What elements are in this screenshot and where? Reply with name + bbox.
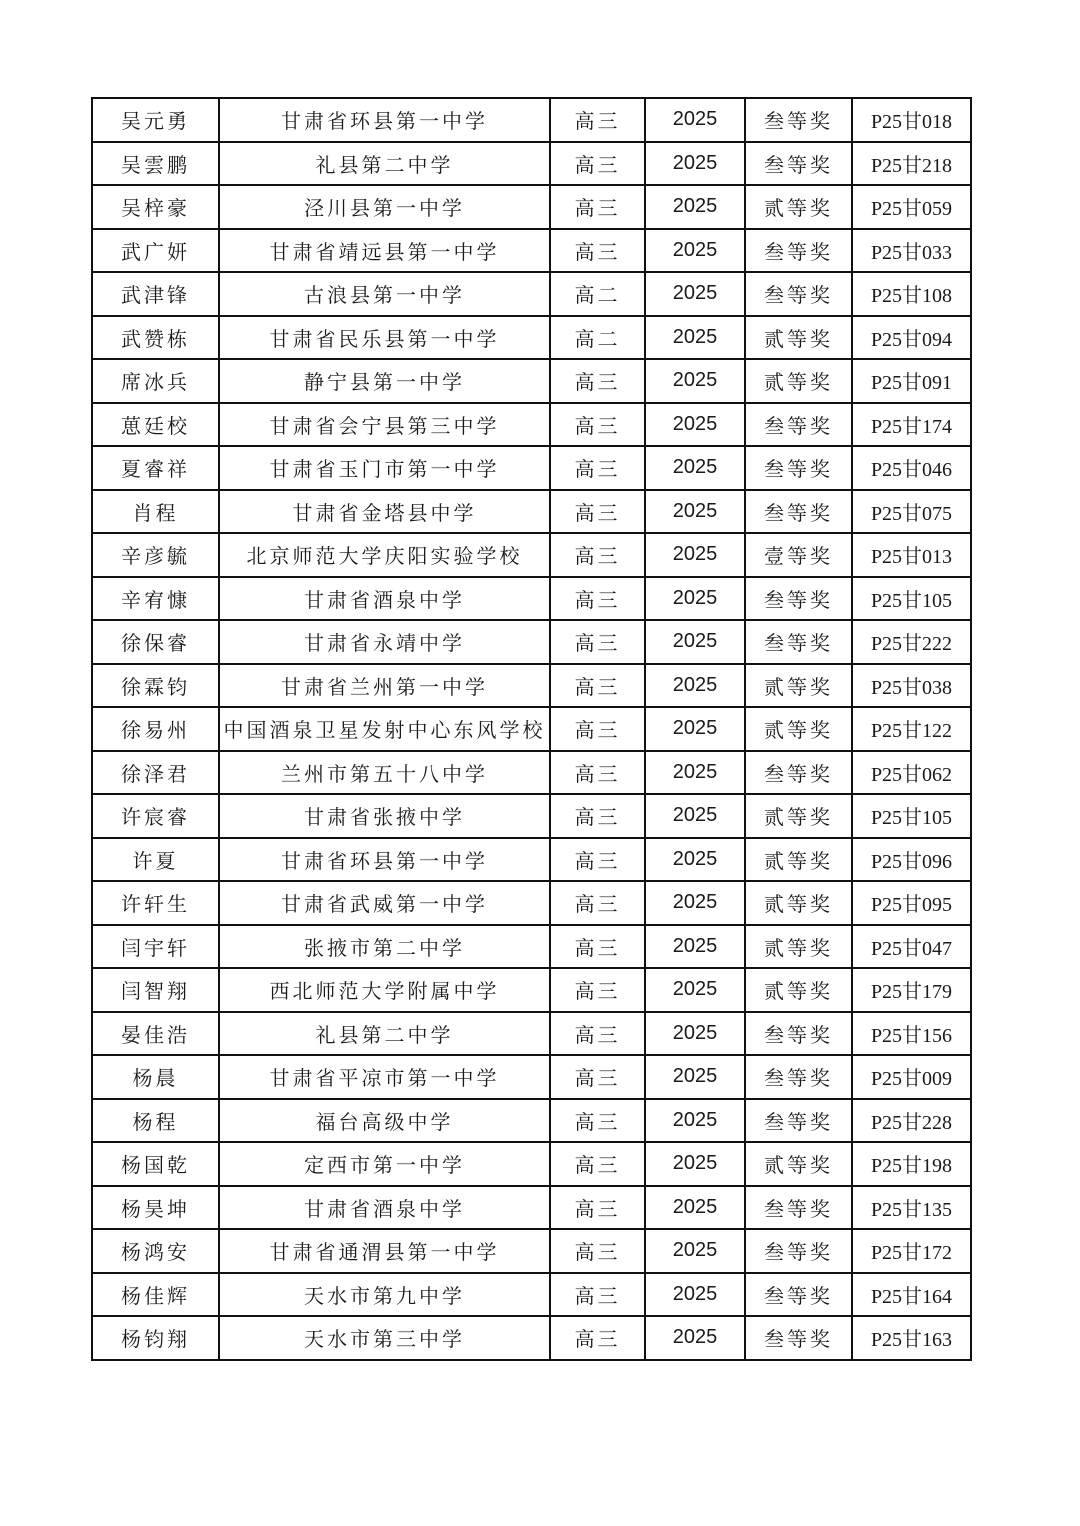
student-name-cell: 葸廷校 <box>92 403 219 447</box>
award-level-cell: 叁等奖 <box>745 751 852 795</box>
year-cell: 2025 <box>645 1142 745 1186</box>
school-cell: 甘肃省会宁县第三中学 <box>219 403 550 447</box>
student-name-cell: 武赞栋 <box>92 316 219 360</box>
student-name-cell: 杨鸿安 <box>92 1229 219 1273</box>
table-row <box>92 620 971 664</box>
student-name-cell: 辛宥慷 <box>92 577 219 621</box>
table-row <box>92 316 971 360</box>
award-level-cell: 贰等奖 <box>745 707 852 751</box>
award-level-cell: 贰等奖 <box>745 316 852 360</box>
table-row <box>92 403 971 447</box>
student-name-cell: 杨晨 <box>92 1055 219 1099</box>
student-name-cell: 许宸睿 <box>92 794 219 838</box>
award-level-cell: 贰等奖 <box>745 881 852 925</box>
award-level-cell: 叁等奖 <box>745 403 852 447</box>
grade-cell: 高三 <box>550 707 645 751</box>
school-cell: 甘肃省永靖中学 <box>219 620 550 664</box>
award-level-cell: 叁等奖 <box>745 1012 852 1056</box>
grade-cell: 高二 <box>550 316 645 360</box>
grade-cell: 高三 <box>550 838 645 882</box>
year-cell: 2025 <box>645 664 745 708</box>
school-cell: 甘肃省武威第一中学 <box>219 881 550 925</box>
year-cell: 2025 <box>645 968 745 1012</box>
student-name-cell: 吴元勇 <box>92 98 219 142</box>
certificate-code-cell: P25甘135 <box>852 1186 971 1230</box>
student-name-cell: 徐霖钧 <box>92 664 219 708</box>
school-cell: 甘肃省兰州第一中学 <box>219 664 550 708</box>
student-name-cell: 武津锋 <box>92 272 219 316</box>
school-cell: 静宁县第一中学 <box>219 359 550 403</box>
year-cell: 2025 <box>645 490 745 534</box>
table-row <box>92 1229 971 1273</box>
year-cell: 2025 <box>645 1316 745 1360</box>
school-cell: 天水市第三中学 <box>219 1316 550 1360</box>
year-cell: 2025 <box>645 316 745 360</box>
grade-cell: 高三 <box>550 490 645 534</box>
award-level-cell: 叁等奖 <box>745 229 852 273</box>
student-name-cell: 辛彦毓 <box>92 533 219 577</box>
grade-cell: 高三 <box>550 1273 645 1317</box>
grade-cell: 高三 <box>550 1055 645 1099</box>
certificate-code-cell: P25甘164 <box>852 1273 971 1317</box>
year-cell: 2025 <box>645 403 745 447</box>
grade-cell: 高三 <box>550 968 645 1012</box>
table-row <box>92 881 971 925</box>
school-cell: 甘肃省金塔县中学 <box>219 490 550 534</box>
award-level-cell: 贰等奖 <box>745 185 852 229</box>
award-level-cell: 叁等奖 <box>745 577 852 621</box>
table-row <box>92 359 971 403</box>
school-cell: 甘肃省民乐县第一中学 <box>219 316 550 360</box>
school-cell: 甘肃省张掖中学 <box>219 794 550 838</box>
award-level-cell: 叁等奖 <box>745 272 852 316</box>
grade-cell: 高三 <box>550 925 645 969</box>
table-row <box>92 229 971 273</box>
student-name-cell: 徐易州 <box>92 707 219 751</box>
table-row <box>92 707 971 751</box>
table-row <box>92 185 971 229</box>
certificate-code-cell: P25甘038 <box>852 664 971 708</box>
grade-cell: 高三 <box>550 751 645 795</box>
school-cell: 礼县第二中学 <box>219 1012 550 1056</box>
grade-cell: 高三 <box>550 1142 645 1186</box>
award-level-cell: 贰等奖 <box>745 838 852 882</box>
table-row <box>92 490 971 534</box>
school-cell: 天水市第九中学 <box>219 1273 550 1317</box>
certificate-code-cell: P25甘122 <box>852 707 971 751</box>
grade-cell: 高三 <box>550 1316 645 1360</box>
school-cell: 甘肃省平凉市第一中学 <box>219 1055 550 1099</box>
table-row <box>92 1316 971 1360</box>
grade-cell: 高三 <box>550 577 645 621</box>
certificate-code-cell: P25甘179 <box>852 968 971 1012</box>
certificate-code-cell: P25甘163 <box>852 1316 971 1360</box>
year-cell: 2025 <box>645 1099 745 1143</box>
year-cell: 2025 <box>645 446 745 490</box>
year-cell: 2025 <box>645 359 745 403</box>
grade-cell: 高三 <box>550 664 645 708</box>
student-name-cell: 许夏 <box>92 838 219 882</box>
student-name-cell: 吴雲鹏 <box>92 142 219 186</box>
table-row <box>92 98 971 142</box>
certificate-code-cell: P25甘218 <box>852 142 971 186</box>
certificate-code-cell: P25甘222 <box>852 620 971 664</box>
school-cell: 甘肃省环县第一中学 <box>219 838 550 882</box>
school-cell: 泾川县第一中学 <box>219 185 550 229</box>
award-level-cell: 贰等奖 <box>745 1142 852 1186</box>
award-level-cell: 叁等奖 <box>745 620 852 664</box>
school-cell: 西北师范大学附属中学 <box>219 968 550 1012</box>
certificate-code-cell: P25甘096 <box>852 838 971 882</box>
certificate-code-cell: P25甘174 <box>852 403 971 447</box>
school-cell: 张掖市第二中学 <box>219 925 550 969</box>
certificate-code-cell: P25甘105 <box>852 794 971 838</box>
grade-cell: 高三 <box>550 881 645 925</box>
award-level-cell: 叁等奖 <box>745 142 852 186</box>
school-cell: 古浪县第一中学 <box>219 272 550 316</box>
year-cell: 2025 <box>645 1229 745 1273</box>
award-level-cell: 贰等奖 <box>745 359 852 403</box>
grade-cell: 高三 <box>550 1012 645 1056</box>
school-cell: 定西市第一中学 <box>219 1142 550 1186</box>
grade-cell: 高三 <box>550 359 645 403</box>
certificate-code-cell: P25甘009 <box>852 1055 971 1099</box>
award-level-cell: 贰等奖 <box>745 968 852 1012</box>
school-cell: 甘肃省环县第一中学 <box>219 98 550 142</box>
year-cell: 2025 <box>645 838 745 882</box>
student-name-cell: 肖程 <box>92 490 219 534</box>
certificate-code-cell: P25甘075 <box>852 490 971 534</box>
award-level-cell: 叁等奖 <box>745 490 852 534</box>
student-name-cell: 闫宇轩 <box>92 925 219 969</box>
table-row <box>92 664 971 708</box>
certificate-code-cell: P25甘228 <box>852 1099 971 1143</box>
grade-cell: 高三 <box>550 185 645 229</box>
award-level-cell: 叁等奖 <box>745 98 852 142</box>
year-cell: 2025 <box>645 620 745 664</box>
school-cell: 兰州市第五十八中学 <box>219 751 550 795</box>
year-cell: 2025 <box>645 1186 745 1230</box>
certificate-code-cell: P25甘198 <box>852 1142 971 1186</box>
year-cell: 2025 <box>645 229 745 273</box>
year-cell: 2025 <box>645 142 745 186</box>
table-row <box>92 446 971 490</box>
certificate-code-cell: P25甘108 <box>852 272 971 316</box>
year-cell: 2025 <box>645 1055 745 1099</box>
student-name-cell: 徐保睿 <box>92 620 219 664</box>
grade-cell: 高二 <box>550 272 645 316</box>
year-cell: 2025 <box>645 1012 745 1056</box>
student-name-cell: 席冰兵 <box>92 359 219 403</box>
certificate-code-cell: P25甘095 <box>852 881 971 925</box>
certificate-code-cell: P25甘013 <box>852 533 971 577</box>
table-row <box>92 1012 971 1056</box>
award-level-cell: 叁等奖 <box>745 446 852 490</box>
table-row <box>92 968 971 1012</box>
table-row <box>92 1055 971 1099</box>
table-row <box>92 925 971 969</box>
table-row <box>92 751 971 795</box>
student-name-cell: 许轩生 <box>92 881 219 925</box>
certificate-code-cell: P25甘018 <box>852 98 971 142</box>
table-row <box>92 838 971 882</box>
grade-cell: 高三 <box>550 98 645 142</box>
student-name-cell: 夏睿祥 <box>92 446 219 490</box>
certificate-code-cell: P25甘062 <box>852 751 971 795</box>
year-cell: 2025 <box>645 577 745 621</box>
table-row <box>92 533 971 577</box>
student-name-cell: 杨佳辉 <box>92 1273 219 1317</box>
student-name-cell: 晏佳浩 <box>92 1012 219 1056</box>
certificate-code-cell: P25甘033 <box>852 229 971 273</box>
grade-cell: 高三 <box>550 1229 645 1273</box>
table-row <box>92 1186 971 1230</box>
year-cell: 2025 <box>645 272 745 316</box>
school-cell: 中国酒泉卫星发射中心东风学校 <box>219 707 550 751</box>
certificate-code-cell: P25甘172 <box>852 1229 971 1273</box>
year-cell: 2025 <box>645 751 745 795</box>
school-cell: 甘肃省酒泉中学 <box>219 1186 550 1230</box>
grade-cell: 高三 <box>550 620 645 664</box>
school-cell: 甘肃省酒泉中学 <box>219 577 550 621</box>
student-name-cell: 徐泽君 <box>92 751 219 795</box>
awards-table <box>91 97 972 1361</box>
award-level-cell: 叁等奖 <box>745 1229 852 1273</box>
grade-cell: 高三 <box>550 533 645 577</box>
grade-cell: 高三 <box>550 229 645 273</box>
table-row <box>92 1142 971 1186</box>
award-level-cell: 贰等奖 <box>745 664 852 708</box>
award-level-cell: 贰等奖 <box>745 925 852 969</box>
school-cell: 甘肃省玉门市第一中学 <box>219 446 550 490</box>
award-level-cell: 壹等奖 <box>745 533 852 577</box>
grade-cell: 高三 <box>550 1186 645 1230</box>
year-cell: 2025 <box>645 533 745 577</box>
award-level-cell: 叁等奖 <box>745 1099 852 1143</box>
table-row <box>92 1273 971 1317</box>
student-name-cell: 武广妍 <box>92 229 219 273</box>
school-cell: 福台高级中学 <box>219 1099 550 1143</box>
certificate-code-cell: P25甘105 <box>852 577 971 621</box>
certificate-code-cell: P25甘156 <box>852 1012 971 1056</box>
school-cell: 甘肃省通渭县第一中学 <box>219 1229 550 1273</box>
year-cell: 2025 <box>645 707 745 751</box>
award-level-cell: 叁等奖 <box>745 1316 852 1360</box>
student-name-cell: 杨程 <box>92 1099 219 1143</box>
award-level-cell: 叁等奖 <box>745 1055 852 1099</box>
certificate-code-cell: P25甘047 <box>852 925 971 969</box>
award-level-cell: 叁等奖 <box>745 1186 852 1230</box>
year-cell: 2025 <box>645 794 745 838</box>
year-cell: 2025 <box>645 185 745 229</box>
table-row <box>92 1099 971 1143</box>
student-name-cell: 杨钧翔 <box>92 1316 219 1360</box>
certificate-code-cell: P25甘059 <box>852 185 971 229</box>
grade-cell: 高三 <box>550 403 645 447</box>
table-row <box>92 577 971 621</box>
award-level-cell: 贰等奖 <box>745 794 852 838</box>
table-row <box>92 272 971 316</box>
student-name-cell: 吴梓豪 <box>92 185 219 229</box>
table-row <box>92 142 971 186</box>
table-row <box>92 794 971 838</box>
school-cell: 甘肃省靖远县第一中学 <box>219 229 550 273</box>
student-name-cell: 杨国乾 <box>92 1142 219 1186</box>
grade-cell: 高三 <box>550 1099 645 1143</box>
school-cell: 礼县第二中学 <box>219 142 550 186</box>
year-cell: 2025 <box>645 881 745 925</box>
student-name-cell: 杨昊坤 <box>92 1186 219 1230</box>
school-cell: 北京师范大学庆阳实验学校 <box>219 533 550 577</box>
certificate-code-cell: P25甘091 <box>852 359 971 403</box>
year-cell: 2025 <box>645 1273 745 1317</box>
grade-cell: 高三 <box>550 794 645 838</box>
award-level-cell: 叁等奖 <box>745 1273 852 1317</box>
student-name-cell: 闫智翔 <box>92 968 219 1012</box>
grade-cell: 高三 <box>550 142 645 186</box>
certificate-code-cell: P25甘046 <box>852 446 971 490</box>
grade-cell: 高三 <box>550 446 645 490</box>
year-cell: 2025 <box>645 98 745 142</box>
certificate-code-cell: P25甘094 <box>852 316 971 360</box>
awards-table-body <box>92 98 971 1360</box>
year-cell: 2025 <box>645 925 745 969</box>
